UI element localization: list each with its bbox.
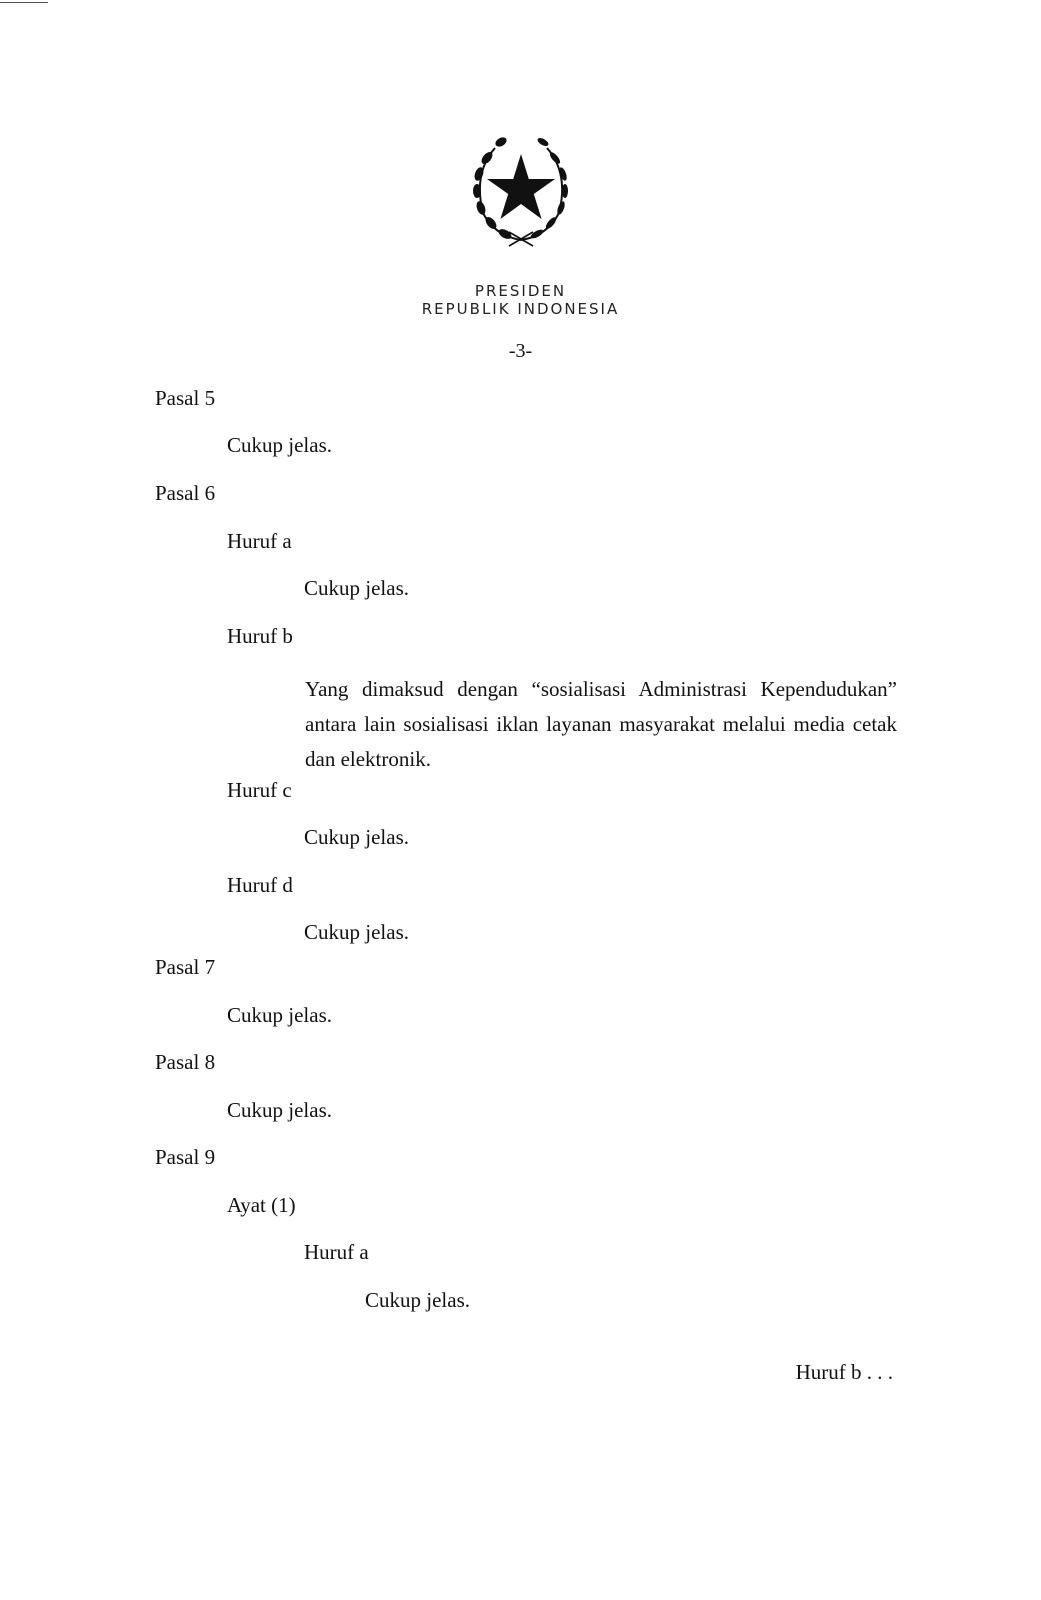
pasal-6-huruf-b-body: Yang dimaksud dengan “sosialisasi Administrasi Kependudukan” antara lain sosialisasi iklan layanan masyarakat melalui media cetak dan elektronik. — [305, 677, 897, 771]
pasal-8-body: Cukup jelas. — [227, 1098, 332, 1122]
pasal-7-heading: Pasal 7 — [155, 955, 216, 979]
pasal-9-ayat-1-huruf-a: Huruf a — [304, 1240, 369, 1264]
star-garland-emblem-icon — [455, 128, 587, 252]
pasal-7-body: Cukup jelas. — [227, 1003, 332, 1027]
scan-edge-mark — [0, 2, 48, 3]
pasal-6-heading: Pasal 6 — [155, 481, 216, 505]
header-presiden: PRESIDEN — [474, 282, 567, 300]
pasal-9-ayat-1-huruf-a-body: Cukup jelas. — [365, 1288, 470, 1312]
pasal-6-huruf-a-body: Cukup jelas. — [304, 576, 409, 600]
pasal-6-huruf-b: Huruf b — [227, 624, 293, 648]
pasal-5-heading: Pasal 5 — [155, 386, 216, 410]
pasal-9-heading: Pasal 9 — [155, 1145, 216, 1169]
pasal-9-ayat-1: Ayat (1) — [227, 1193, 296, 1217]
header-republik-indonesia: REPUBLIK INDONESIA — [421, 300, 620, 318]
continuation-footer: Huruf b . . . — [795, 1360, 893, 1384]
pasal-6-huruf-a: Huruf a — [227, 529, 292, 553]
pasal-6-huruf-d-body: Cukup jelas. — [304, 920, 409, 944]
pasal-6-huruf-d: Huruf d — [227, 873, 293, 897]
pasal-5-body: Cukup jelas. — [227, 433, 332, 457]
page-number: -3- — [508, 340, 533, 362]
pasal-6-huruf-c: Huruf c — [227, 778, 292, 802]
pasal-8-heading: Pasal 8 — [155, 1050, 216, 1074]
pasal-6-huruf-c-body: Cukup jelas. — [304, 825, 409, 849]
